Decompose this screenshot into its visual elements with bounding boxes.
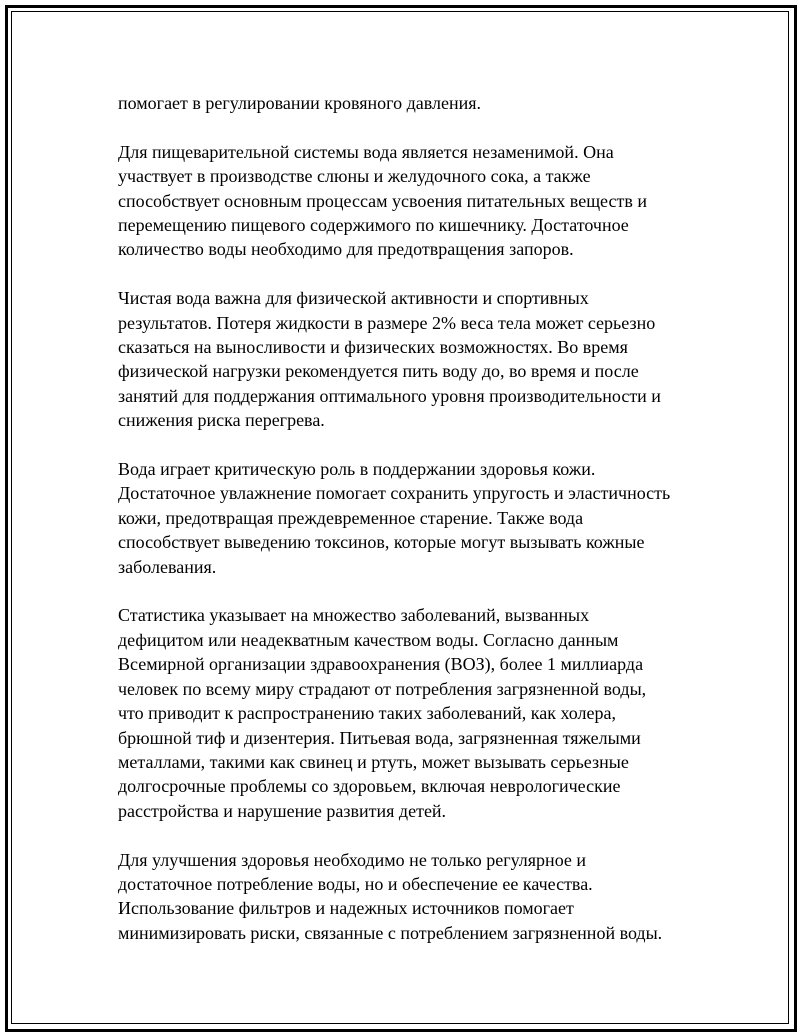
paragraph-blood-pressure <box>118 91 698 115</box>
text-line: брюшной тиф и дизентерия. Питьевая вода, загрязненная тяжелыми <box>118 727 641 748</box>
text-line: занятий для поддержания оптимального уровня производительности и <box>118 385 661 406</box>
text-line: снижения риска перегрева. <box>118 410 325 431</box>
paragraph-statistics <box>118 603 698 823</box>
text-line: Для улучшения здоровья необходимо не только регулярное и <box>118 849 587 870</box>
text-line: помогает в регулировании кровяного давления. <box>118 93 482 113</box>
text-line: долгосрочные проблемы со здоровьем, включая неврологические <box>118 776 621 797</box>
paragraph-water-quality <box>118 848 698 946</box>
paragraph-skin-health <box>118 457 698 579</box>
text-line: способствует выведению токсинов, которые могут вызывать кожные <box>118 532 645 553</box>
text-line: Статистика указывает на множество заболеваний, вызванных <box>118 605 590 626</box>
text-line: что приводит к распространению таких заболеваний, как холера, <box>118 703 617 724</box>
text-line: Для пищеварительной системы вода является незаменимой. Она <box>118 141 614 162</box>
text-line: дефицитом или неадекватным качеством воды. Согласно данным <box>118 629 619 650</box>
text-line: способствует основным процессам усвоения питательных веществ и <box>118 190 647 211</box>
paragraph-physical-activity <box>118 286 698 432</box>
text-line: сказаться на выносливости и физических возможностях. Во время <box>118 337 628 358</box>
text-line: расстройства и нарушение развития детей. <box>118 800 447 821</box>
paragraph-digestion <box>118 140 698 262</box>
text-line: минимизировать риски, связанные с потреблением загрязненной воды. <box>118 922 663 943</box>
text-line: заболевания. <box>118 556 217 577</box>
text-line: Вода играет критическую роль в поддержании здоровья кожи. <box>118 459 596 480</box>
text-line: перемещению пищевого содержимого по кишечнику. Достаточное <box>118 215 629 236</box>
text-line: результатов. Потеря жидкости в размере 2% веса тела может серьезно <box>118 312 656 333</box>
text-line: Чистая вода важна для физической активности и спортивных <box>118 288 589 309</box>
text-line: достаточное потребление воды, но и обеспечение ее качества. <box>118 873 593 894</box>
text-line: кожи, предотвращая преждевременное старение. Также вода <box>118 507 584 528</box>
text-line: физической нагрузки рекомендуется пить воду до, во время и после <box>118 361 639 382</box>
text-line: Достаточное увлажнение помогает сохранить упругость и эластичность <box>118 483 671 504</box>
text-line: Всемирной организации здравоохранения (ВОЗ), более 1 миллиарда <box>118 654 644 675</box>
document-body <box>118 91 698 970</box>
text-line: Использование фильтров и надежных источников помогает <box>118 898 574 919</box>
text-line: металлами, такими как свинец и ртуть, может вызывать серьезные <box>118 751 629 772</box>
text-line: количество воды необходимо для предотвращения запоров. <box>118 239 574 260</box>
text-line: человек по всему миру страдают от потребления загрязненной воды, <box>118 678 647 699</box>
text-line: участвует в производстве слюны и желудочного сока, а также <box>118 166 591 187</box>
